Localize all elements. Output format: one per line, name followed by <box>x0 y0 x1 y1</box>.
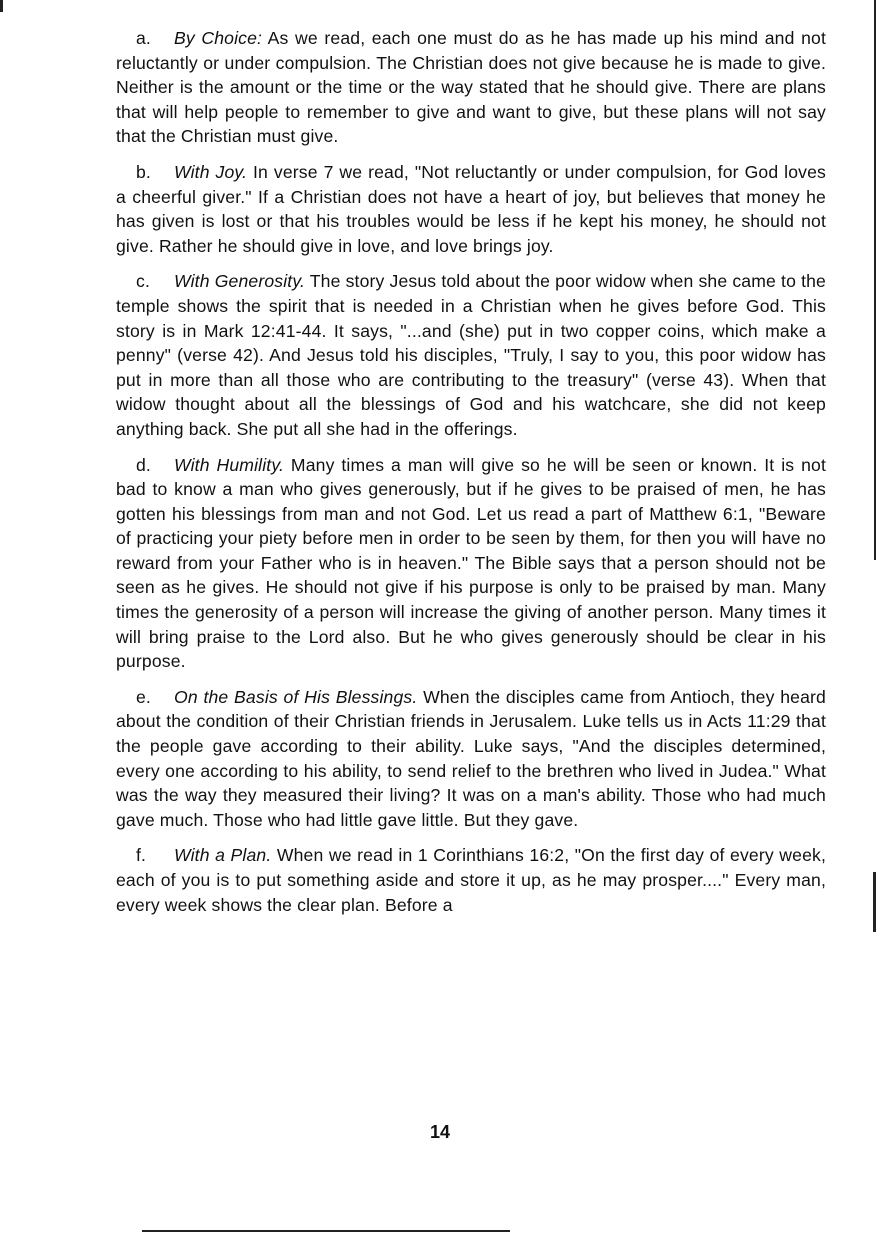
paragraph-text: When the disciples came from Antioch, they heard about the condition of their Christian friends in Jerusalem. Luke tells us in Acts 11:29 that the people gave according to their ability. Luke says, "And the disciples determined, every one according to his ability, to send relief to the brethren who lived in Judea." What was the way they measured their living? It was on a man's ability. Those who had much gave much. Those who had little gave little. But they gave. <box>116 686 826 830</box>
paragraph-lead: On the Basis of His Blessings. <box>174 686 418 707</box>
bottom-rule <box>142 1230 510 1232</box>
paragraph-basis-of-blessings <box>116 685 826 833</box>
scan-edge-shadow <box>874 0 876 560</box>
paragraph-marker: c. <box>136 271 150 292</box>
paragraph-with-generosity <box>116 269 826 441</box>
paragraph-marker: e. <box>136 686 151 707</box>
paragraph-text: In verse 7 we read, "Not reluctantly or under compulsion, for God loves a cheerful giver." If a Christian does not have a heart of joy, but believes that money he has given is lost or that his troubles would be less if he kept his money, he should not give. Rather he should give in love, and love brings joy. <box>116 161 827 256</box>
paragraph-by-choice <box>116 26 826 149</box>
scan-edge-shadow-lower <box>873 872 876 932</box>
paragraph-text: As we read, each one must do as he has made up his mind and not reluctantly or under compulsion. The Christian does not give because he is made to give. Neither is the amount or the time or the way stated that he should give. There are plans that will help people to remember to give and want to give, but these plans will not say that the Christian must give. <box>116 28 826 147</box>
paragraph-lead: With Humility. <box>174 454 285 475</box>
paragraph-with-a-plan <box>116 843 826 917</box>
page-number: 14 <box>429 1122 451 1142</box>
paragraph-lead: With Joy. <box>174 161 248 182</box>
paragraph-text: Many times a man will give so he will be seen or known. It is not bad to know a man who gives generously, but if he gives to be praised of men, he has gotten his blessings from man and not God. Let us read a part of Matthew 6:1, "Beware of practicing your piety before men in order to be seen by them, for then you will have no reward from your Father who is in heaven." The Bible says that a person should not be seen as he gives. He should not give if his purpose is only to be praised by man. Many times the generosity of a person will increase the giving of another person. Many times it will bring praise to the Lord also. But he who gives generously should be clear in his purpose. <box>116 454 827 672</box>
paragraph-lead: By Choice: <box>174 28 263 48</box>
page-body <box>116 26 826 928</box>
paragraph-marker: a. <box>136 28 151 48</box>
scan-edge-mark <box>0 0 3 12</box>
paragraph-marker: d. <box>136 454 151 475</box>
paragraph-marker: f. <box>136 845 147 866</box>
paragraph-with-humility <box>116 453 826 674</box>
paragraph-with-joy <box>116 160 826 258</box>
paragraph-text: When we read in 1 Corinthians 16:2, "On the first day of every week, each of you is to put something aside and store it up, as he may prosper...." Every man, every week shows the clear plan. Before a <box>116 845 826 915</box>
paragraph-lead: With a Plan. <box>174 845 272 866</box>
paragraph-lead: With Generosity. <box>174 271 306 292</box>
paragraph-text: The story Jesus told about the poor widow when she came to the temple shows the spirit that is needed in a Christian when he gives before God. This story is in Mark 12:41-44. It says, "...and (she) put in two copper coins, which make a penny" (verse 42). And Jesus told his disciples, "Truly, I say to you, this poor widow has put in more than all those who are contributing to the treasury" (verse 43). When that widow thought about all the blessings of God and his watchcare, she did not keep anything back. She put all she had in the offerings. <box>116 271 826 439</box>
paragraph-marker: b. <box>136 161 151 182</box>
